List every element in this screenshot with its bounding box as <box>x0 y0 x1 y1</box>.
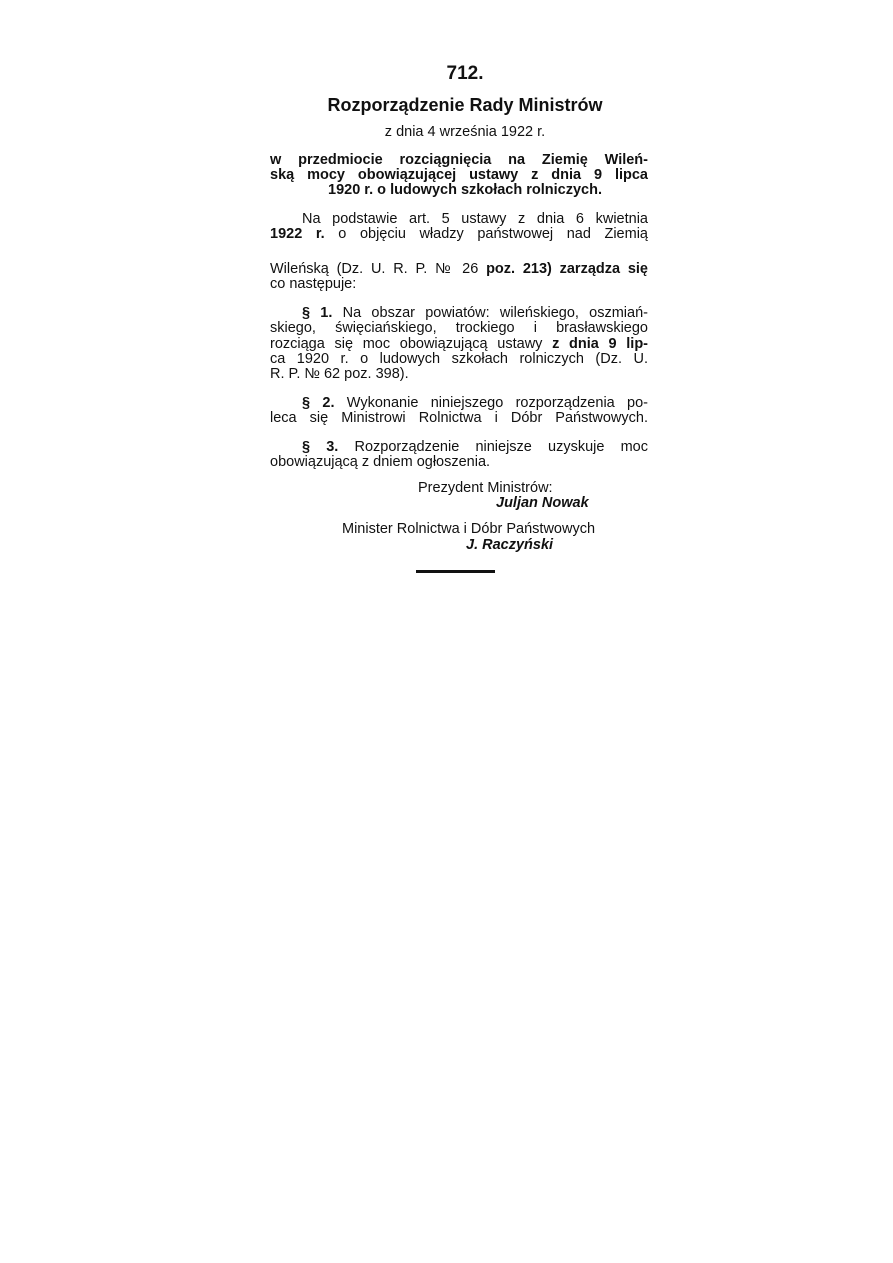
closing-rule <box>416 570 495 573</box>
signature-name-text: Juljan Nowak <box>496 495 589 511</box>
section-text: z dnia 9 lip- <box>552 336 648 352</box>
section-text: Na obszar powiatów: wileńskiego, oszmiań- <box>332 305 648 321</box>
section-1-line <box>270 337 648 352</box>
act-date: z dnia 4 września 1922 r. <box>384 124 546 140</box>
signature-name-text: J. Raczyński <box>466 537 554 553</box>
section-1-line <box>270 306 648 321</box>
section-2-line: leca się Ministrowi Rolnictwa i Dóbr Państwowych. <box>270 410 648 426</box>
section-text: Rozporządzenie niniejsze uzyskuje moc <box>338 439 648 455</box>
signature-name <box>466 538 553 553</box>
section-text: rozciąga się moc obowiązującą ustawy <box>270 336 553 352</box>
preamble-text: Wileńską (Dz. U. R. P. № 26 <box>270 261 487 277</box>
act-title: Rozporządzenie Rady Ministrów <box>327 95 603 115</box>
preamble-line <box>270 227 648 242</box>
preamble-line <box>270 262 648 277</box>
section-2-mark: § 2. <box>302 395 335 411</box>
preamble-year: 1922 r. <box>270 226 325 242</box>
section-1-line: ca 1920 r. o ludowych szkołach rolniczych (Dz. U. <box>270 351 648 367</box>
signature-role: Prezydent Ministrów: <box>418 480 553 496</box>
section-3-mark: § 3. <box>302 439 339 455</box>
section-1-mark: § 1. <box>302 305 333 321</box>
section-1-line: R. P. № 62 poz. 398). <box>270 366 409 382</box>
subject-line: 1920 r. o ludowych szkołach rolniczych. <box>328 182 602 198</box>
section-text: Wykonanie niniejszego rozporządzenia po- <box>334 395 648 411</box>
preamble-line: Na podstawie art. 5 ustawy z dnia 6 kwietnia <box>302 211 648 227</box>
section-3-line: obowiązującą z dniem ogłoszenia. <box>270 454 491 470</box>
subject-line: ską mocy obowiązującej ustawy z dnia 9 lipca <box>270 167 648 183</box>
subject-line: w przedmiocie rozciągnięcia na Ziemię Wileń- <box>270 152 648 168</box>
preamble-text: o objęciu władzy państwowej nad Ziemią <box>324 226 648 242</box>
section-1-line: skiego, święciańskiego, trockiego i brasławskiego <box>270 320 648 336</box>
signature-role: Minister Rolnictwa i Dóbr Państwowych <box>342 521 596 537</box>
preamble-text: poz. 213) zarządza się <box>486 261 648 277</box>
section-3-line <box>270 440 648 455</box>
act-number: 712. <box>446 63 484 84</box>
section-2-line <box>270 396 648 411</box>
preamble-line: co następuje: <box>270 276 357 292</box>
signature-name <box>496 496 589 511</box>
